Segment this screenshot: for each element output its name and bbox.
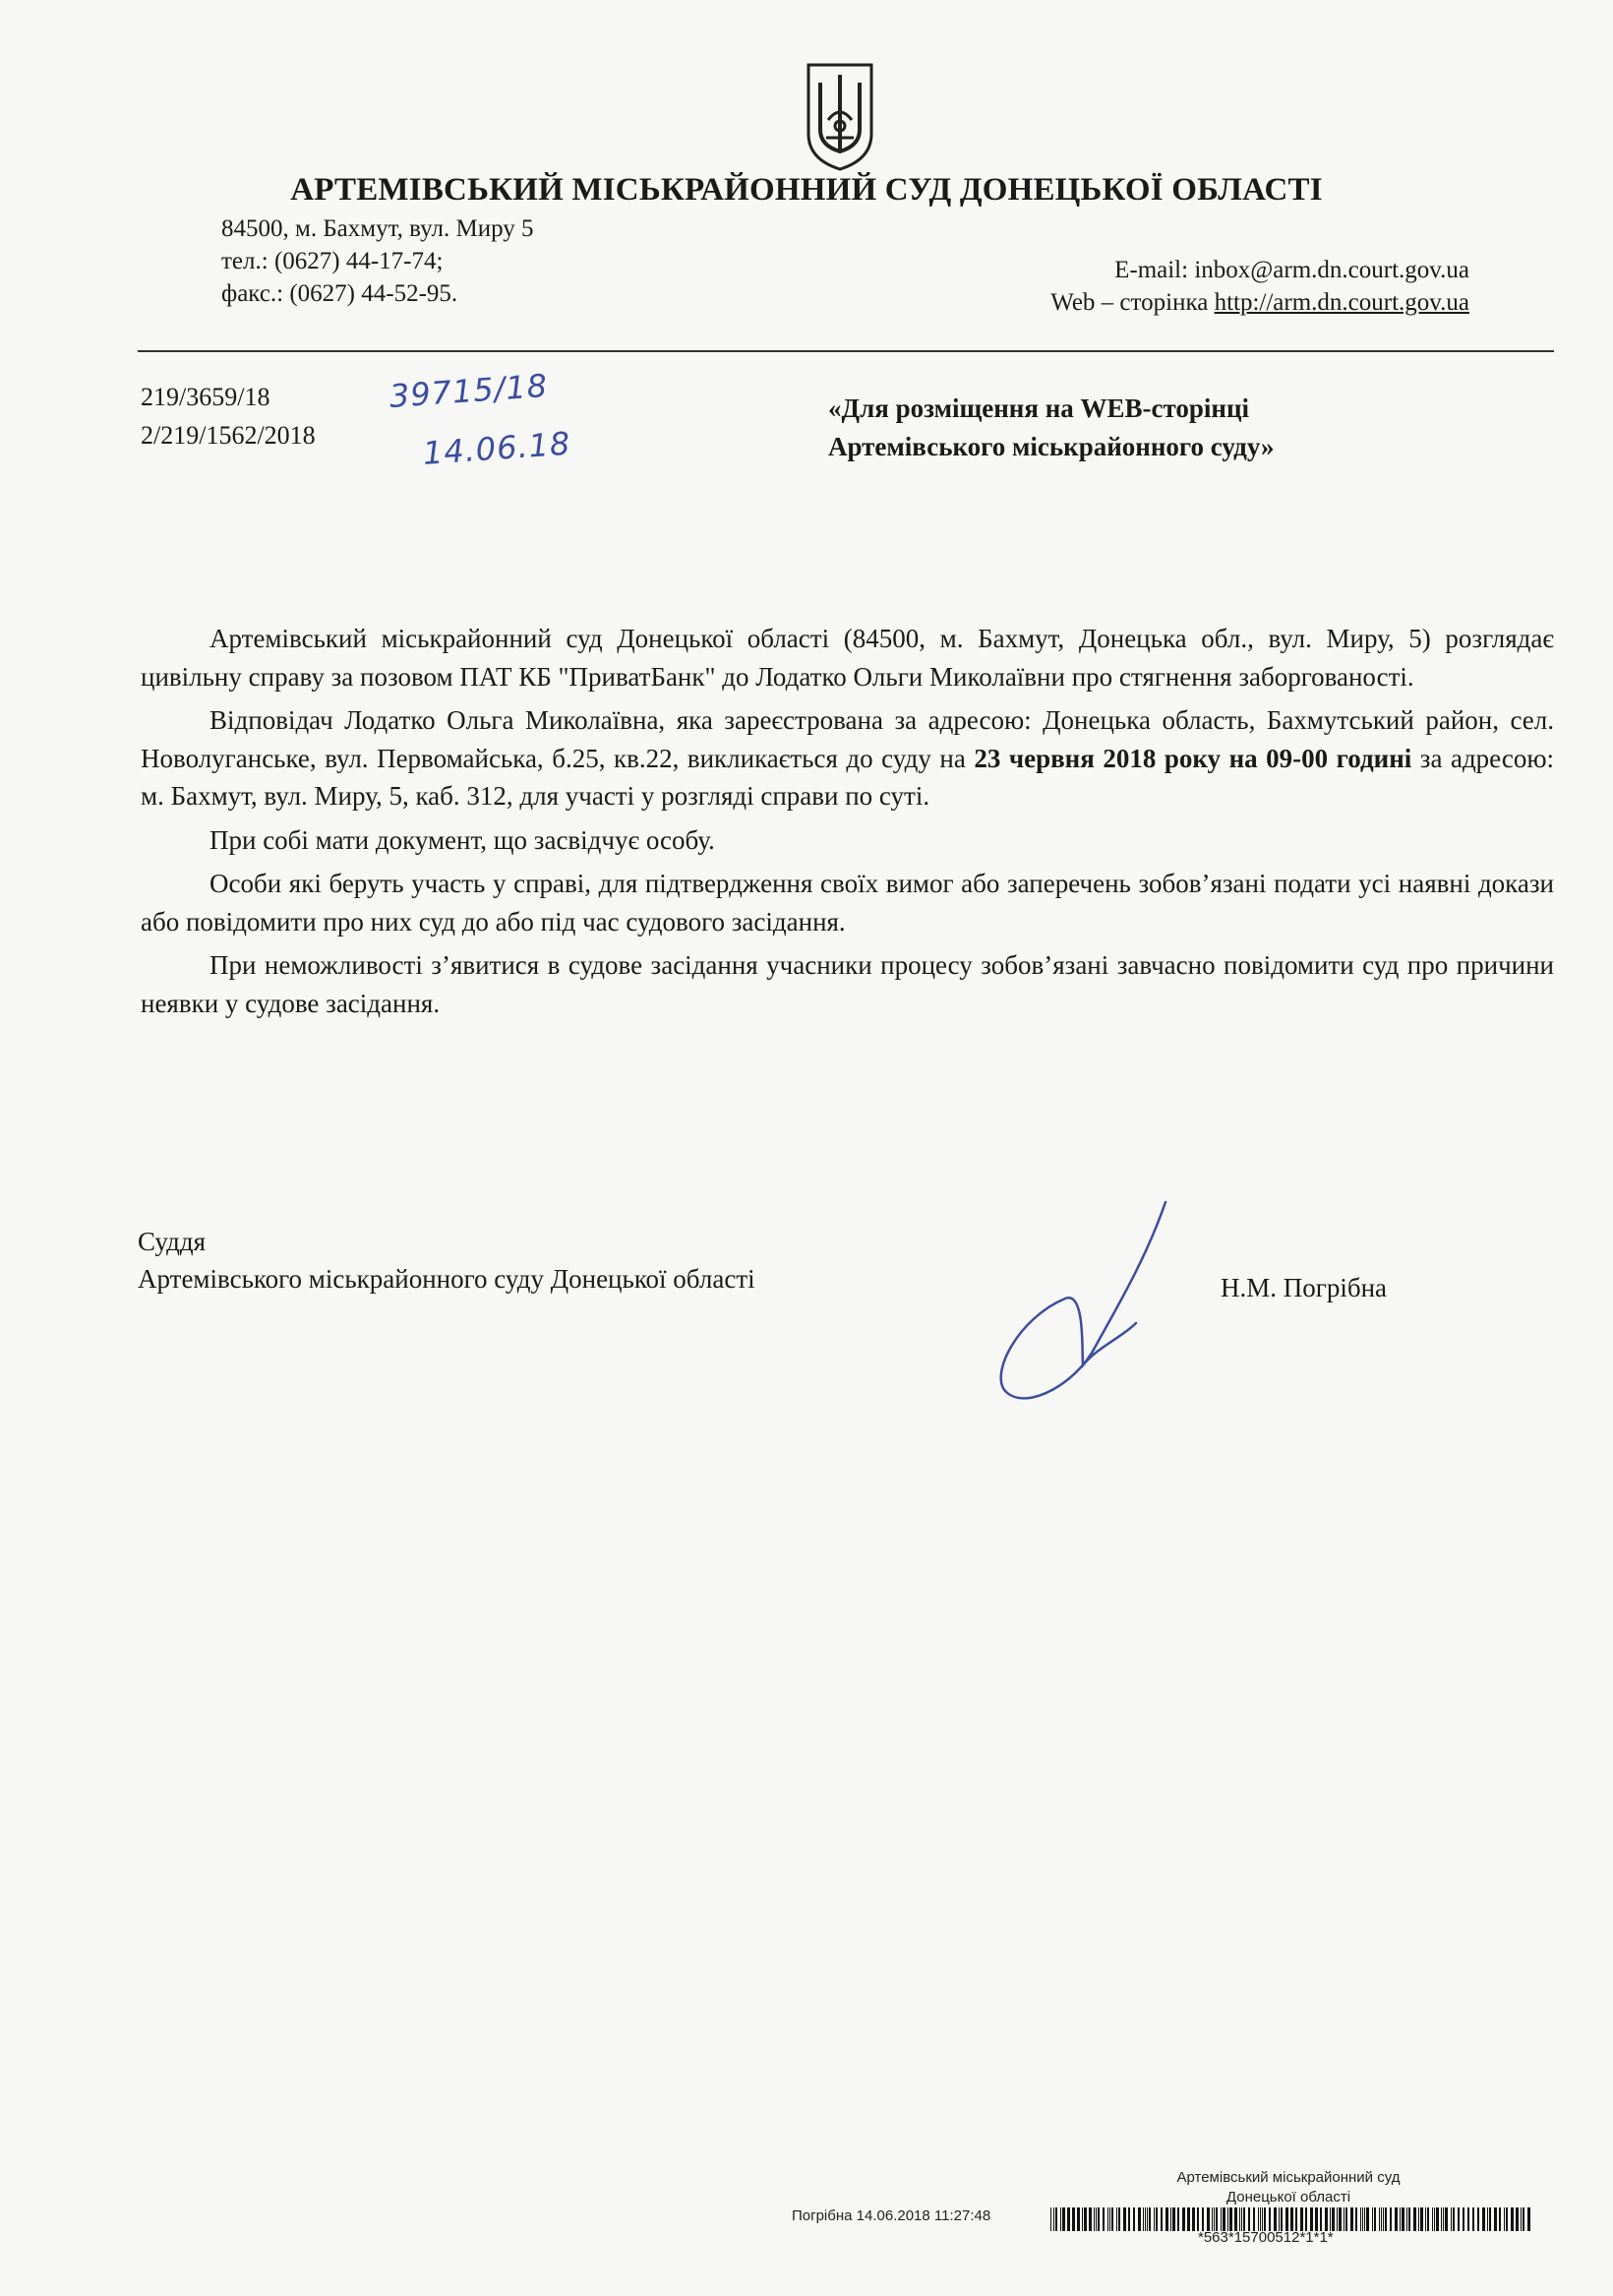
barcode-bar	[1123, 2207, 1126, 2231]
paragraph-evidence: Особи які беруть участь у справі, для підтвердження своїх вимог або заперечень зобов’язані подати усі наявні докази або повідомити про них суд до або під час судового засідання.	[141, 869, 1554, 937]
barcode-bar	[1350, 2207, 1353, 2231]
e-court-stamp-line2: Донецької області	[1225, 2189, 1351, 2205]
barcode-bar	[1258, 2207, 1259, 2231]
barcode-bar	[1427, 2207, 1429, 2231]
case-number: 219/3659/18	[141, 383, 270, 411]
paragraph-defendant-end: за адресою: м. Бахмут, вул. Миру, 5, каб. 312, для участі у розгляді справи по суті.	[141, 743, 1554, 811]
barcode-bar	[1315, 2207, 1318, 2231]
barcode-bar	[1229, 2207, 1232, 2231]
barcode-bar	[1212, 2207, 1213, 2231]
barcode-bar	[1453, 2207, 1455, 2231]
barcode-bar	[1408, 2207, 1410, 2231]
barcode-bar	[1463, 2207, 1464, 2231]
barcode-bar	[1332, 2207, 1335, 2231]
court-web	[1050, 286, 1469, 319]
barcode-bar	[1234, 2207, 1237, 2231]
judge-position: Артемівського міськрайонного суду Донецької області	[138, 1264, 755, 1294]
barcode-bar	[1274, 2207, 1277, 2231]
proceeding-number: 2/219/1562/2018	[141, 421, 316, 450]
barcode-bar	[1320, 2207, 1322, 2231]
barcode-bar	[1489, 2207, 1491, 2231]
barcode-bar	[1360, 2207, 1361, 2231]
barcode-bar	[1253, 2207, 1255, 2231]
barcode-bar	[1364, 2207, 1365, 2231]
barcode-bar	[1269, 2207, 1271, 2231]
summons-body	[141, 620, 1554, 1028]
judge-title: Суддя	[138, 1227, 207, 1256]
barcode-bar	[1165, 2207, 1168, 2231]
barcode-bar	[1418, 2207, 1419, 2231]
barcode-bar	[1487, 2207, 1488, 2231]
barcode-bar	[1072, 2207, 1075, 2231]
barcode-bar	[1262, 2207, 1263, 2231]
barcode-bar	[1385, 2207, 1387, 2231]
barcode-bar	[1402, 2207, 1404, 2231]
barcode-bar	[1527, 2207, 1530, 2231]
barcode-bar	[1177, 2207, 1179, 2231]
barcode-bar	[1107, 2207, 1108, 2231]
barcode-bar	[1223, 2207, 1225, 2231]
barcode-bar	[1050, 2207, 1051, 2231]
barcode-bar	[1305, 2207, 1307, 2231]
barcode-bar	[1467, 2207, 1469, 2231]
paragraph-defendant	[141, 701, 1554, 816]
barcode-bar	[1458, 2207, 1460, 2231]
barcode	[1050, 2207, 1532, 2231]
barcode-bar	[1443, 2207, 1444, 2231]
barcode-bar	[1248, 2207, 1250, 2231]
barcode-bar	[1103, 2207, 1105, 2231]
barcode-bar	[1434, 2207, 1435, 2231]
barcode-bar	[1290, 2207, 1293, 2231]
barcode-bar	[1149, 2207, 1151, 2231]
barcode-bar	[1372, 2207, 1373, 2231]
barcode-bar	[1406, 2207, 1407, 2231]
barcode-bar	[1154, 2207, 1155, 2231]
barcode-bar	[1109, 2207, 1110, 2231]
barcode-bar	[1118, 2207, 1120, 2231]
barcode-bar	[1355, 2207, 1357, 2231]
barcode-bar	[1216, 2207, 1218, 2231]
barcode-bar	[1096, 2207, 1097, 2231]
barcode-bar	[1197, 2207, 1199, 2231]
barcode-bar	[1425, 2207, 1426, 2231]
barcode-bar	[1202, 2207, 1204, 2231]
barcode-bar	[1381, 2207, 1382, 2231]
barcode-bar	[1472, 2207, 1474, 2231]
barcode-bar	[1260, 2207, 1261, 2231]
reference-numbers	[141, 378, 316, 454]
barcode-bar	[1227, 2207, 1228, 2231]
barcode-bar	[1441, 2207, 1442, 2231]
court-fax: факс.: (0627) 44-52-95.	[221, 280, 458, 307]
paragraph-defendant-start: Відповідач Лодатко Ольга Миколаївна, яка зареєстрована за адресою: Донецька область, Бахмутський район, сел. Новолуганське, вул. Первомайська, б.25, кв.22, викликається до суду на	[141, 705, 1554, 773]
barcode-bar	[1172, 2207, 1175, 2231]
barcode-bar	[1214, 2207, 1215, 2231]
handwritten-registration-number: 39715/18	[388, 366, 550, 415]
barcode-bar	[1499, 2207, 1501, 2231]
barcode-bar	[1494, 2207, 1497, 2231]
barcode-bar	[1300, 2207, 1303, 2231]
barcode-bar	[1156, 2207, 1158, 2231]
barcode-bar	[1116, 2207, 1117, 2231]
barcode-bar	[1413, 2207, 1416, 2231]
web-placement-note	[828, 390, 1275, 466]
barcode-bar	[1325, 2207, 1328, 2231]
web-placement-line1: «Для розміщення на WEB-сторінці	[828, 393, 1250, 423]
hearing-datetime: 23 червня 2018 року на 09-00 годині	[974, 743, 1412, 773]
barcode-bar	[1523, 2207, 1524, 2231]
barcode-bar	[1111, 2207, 1113, 2231]
barcode-bar	[1521, 2207, 1522, 2231]
barcode-bar	[1161, 2207, 1163, 2231]
barcode-bar	[1062, 2207, 1065, 2231]
barcode-bar	[1482, 2207, 1485, 2231]
barcode-bar	[1192, 2207, 1195, 2231]
barcode-bar	[1436, 2207, 1439, 2231]
barcode-bar	[1400, 2207, 1401, 2231]
barcode-bar	[1094, 2207, 1095, 2231]
barcode-bar	[1445, 2207, 1448, 2231]
e-court-stamp	[1141, 2168, 1436, 2207]
barcode-bar	[1337, 2207, 1338, 2231]
barcode-bar	[1366, 2207, 1369, 2231]
header-divider	[138, 350, 1554, 352]
court-contacts-left	[221, 212, 534, 310]
barcode-bar	[1241, 2207, 1242, 2231]
barcode-bar	[1053, 2207, 1054, 2231]
court-email: E-mail: inbox@arm.dn.court.gov.ua	[1114, 257, 1469, 283]
barcode-bar	[1285, 2207, 1288, 2231]
barcode-bar	[1281, 2207, 1283, 2231]
barcode-bar	[1133, 2207, 1135, 2231]
barcode-bar	[1264, 2207, 1266, 2231]
barcode-bar	[1516, 2207, 1519, 2231]
barcode-bar	[1084, 2207, 1087, 2231]
barcode-bar	[1060, 2207, 1061, 2231]
judge-name: Н.М. Погрібна	[1221, 1273, 1388, 1302]
e-court-stamp-line1: Артемівський міськрайонний суд	[1176, 2169, 1401, 2186]
barcode-bar	[1383, 2207, 1384, 2231]
court-name-heading: АРТЕМІВСЬКИЙ МІСЬКРАЙОННИЙ СУД ДОНЕЦЬКОЇ ОБЛАСТІ	[290, 172, 1323, 208]
barcode-bar	[1098, 2207, 1100, 2231]
barcode-bar	[1477, 2207, 1479, 2231]
judge-signature-block	[138, 1223, 755, 1298]
barcode-code: *563*15700512*1*1*	[1198, 2229, 1334, 2246]
barcode-bar	[1128, 2207, 1130, 2231]
barcode-bar	[1147, 2207, 1148, 2231]
e-signature-info: Погрібна 14.06.2018 11:27:48	[792, 2207, 991, 2224]
barcode-bar	[1390, 2207, 1392, 2231]
web-placement-line2: Артемівського міськрайонного суду»	[828, 432, 1275, 461]
barcode-bar	[1239, 2207, 1240, 2231]
barcode-bar	[1451, 2207, 1452, 2231]
barcode-bar	[1310, 2207, 1313, 2231]
web-label: Web – сторінка	[1050, 289, 1209, 316]
barcode-bar	[1506, 2207, 1508, 2231]
barcode-bar	[1330, 2207, 1331, 2231]
trident-crest-icon	[805, 61, 875, 173]
court-contacts-right	[1050, 254, 1469, 319]
barcode-bar	[1374, 2207, 1376, 2231]
court-address: 84500, м. Бахмут, вул. Миру 5	[221, 215, 534, 242]
barcode-bar	[1207, 2207, 1210, 2231]
barcode-bar	[1089, 2207, 1092, 2231]
paragraph-case: Артемівський міськрайонний суд Донецької області (84500, м. Бахмут, Донецька обл., вул. Миру, 5) розглядає цивільну справу за позовом ПАТ КБ "ПриватБанк" до Лодатко Ольги Миколаївни про стягнення заборгованості.	[141, 624, 1554, 692]
court-phone: тел.: (0627) 44-17-74;	[221, 248, 444, 274]
barcode-bar	[1221, 2207, 1222, 2231]
handwritten-signature	[988, 1200, 1195, 1407]
barcode-bar	[1182, 2207, 1185, 2231]
handwritten-registration-date: 14.06.18	[421, 424, 572, 472]
barcode-bar	[1145, 2207, 1146, 2231]
barcode-bar	[1420, 2207, 1423, 2231]
barcode-bar	[1504, 2207, 1505, 2231]
barcode-bar	[1187, 2207, 1190, 2231]
barcode-bar	[1067, 2207, 1070, 2231]
paragraph-id-document: При собі мати документ, що засвідчує особу.	[209, 824, 715, 855]
barcode-bar	[1138, 2207, 1141, 2231]
barcode-bar	[1055, 2207, 1057, 2231]
barcode-bar	[1295, 2207, 1297, 2231]
paragraph-absence: При неможливості з’явитися в судове засідання учасники процесу зобов’язані завчасно повідомити суд про причини неявки у судове засідання.	[141, 950, 1554, 1018]
barcode-bar	[1395, 2207, 1398, 2231]
barcode-bar	[1279, 2207, 1280, 2231]
barcode-bar	[1243, 2207, 1245, 2231]
web-link[interactable]: http://arm.dn.court.gov.ua	[1214, 289, 1469, 316]
barcode-bar	[1339, 2207, 1342, 2231]
barcode-bar	[1379, 2207, 1380, 2231]
barcode-bar	[1143, 2207, 1144, 2231]
barcode-bar	[1077, 2207, 1080, 2231]
barcode-bar	[1511, 2207, 1514, 2231]
barcode-bar	[1170, 2207, 1171, 2231]
barcode-bar	[1345, 2207, 1347, 2231]
barcode-bar	[1082, 2207, 1083, 2231]
barcode-bar	[1432, 2207, 1433, 2231]
barcode-bar	[1362, 2207, 1363, 2231]
